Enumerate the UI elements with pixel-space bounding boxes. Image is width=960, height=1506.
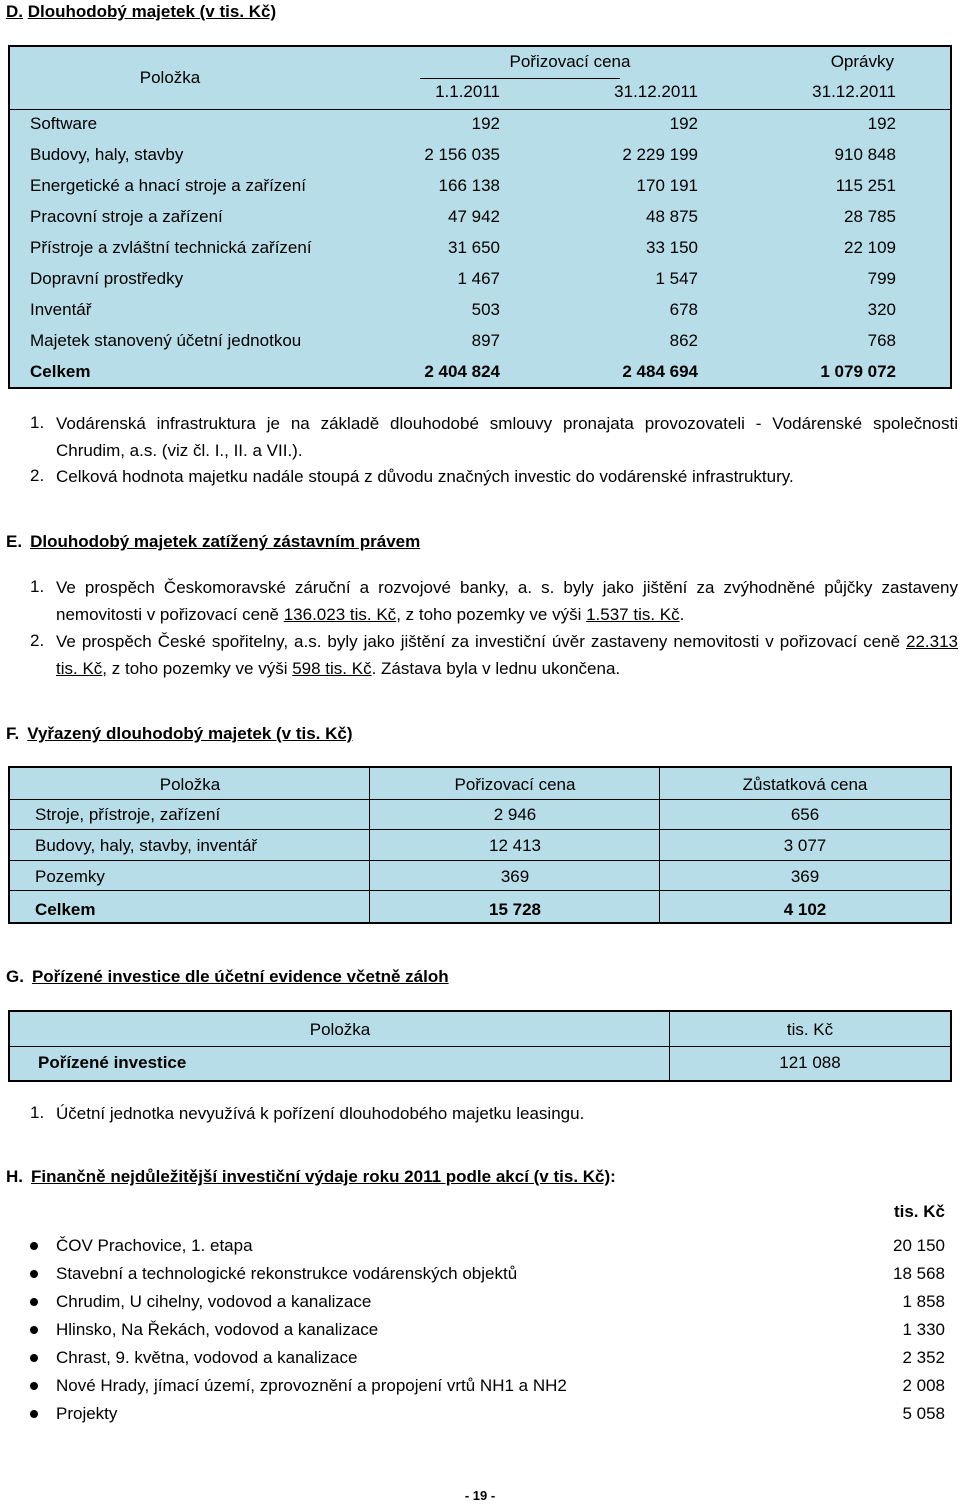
section-f-title: Vyřazený dlouhodobý majetek (v tis. Kč) bbox=[27, 724, 353, 743]
value-acq-2011-12: 33 150 bbox=[646, 238, 698, 257]
col-header-date-2: 31.12.2011 bbox=[614, 82, 698, 101]
bullet-icon bbox=[30, 1298, 38, 1306]
f-total-label: Celkem bbox=[35, 900, 96, 919]
value-depreciation: 320 bbox=[867, 300, 896, 319]
row-label: Přístroje a zvláštní technická zařízení bbox=[30, 238, 312, 257]
section-d-letter: D. bbox=[6, 2, 23, 21]
value-depreciation: 1 079 072 bbox=[820, 362, 896, 381]
row-label: Majetek stanovený účetní jednotkou bbox=[30, 331, 302, 350]
f-row-label: Pozemky bbox=[35, 867, 105, 886]
e-item-1-text: Ve prospěch Českomoravské záruční a rozvojové banky, a. s. byly jako jištění za zvýhodněné půjčky zastaveny nemovitosti v pořizovací ceně 136.023 tis. Kč, z toho pozemky ve výši 1.537 tis. Kč. bbox=[56, 578, 958, 624]
section-e-title: Dlouhodobý majetek zatížený zástavním právem bbox=[30, 532, 421, 551]
h-item-value: 2 352 bbox=[902, 1348, 945, 1367]
value-acq-2011-12: 192 bbox=[669, 114, 698, 133]
e-item-1-amount: 136.023 tis. Kč bbox=[283, 605, 397, 624]
row-label: Inventář bbox=[30, 300, 92, 319]
e-item-2-num: 2. bbox=[30, 631, 45, 650]
h-item-label: Hlinsko, Na Řekách, vodovod a kanalizace bbox=[56, 1320, 379, 1339]
bullet-icon bbox=[30, 1410, 38, 1418]
value-depreciation: 910 848 bbox=[834, 145, 896, 164]
value-acq-2011-01: 503 bbox=[471, 300, 500, 319]
f-col-header-item: Položka bbox=[159, 775, 221, 794]
row-label: Energetické a hnací stroje a zařízení bbox=[30, 176, 306, 195]
h-item-label: Nové Hrady, jímací území, zprovoznění a propojení vrtů NH1 a NH2 bbox=[56, 1376, 567, 1395]
d-note-1-num: 1. bbox=[30, 413, 45, 432]
section-e-heading bbox=[6, 532, 420, 552]
value-depreciation: 799 bbox=[867, 269, 896, 288]
value-acq-2011-12: 2 229 199 bbox=[622, 145, 698, 164]
page-number: - 19 - bbox=[464, 1488, 496, 1503]
e-item-1-num: 1. bbox=[30, 577, 45, 596]
row-label: Budovy, haly, stavby bbox=[30, 145, 184, 164]
value-acq-2011-01: 2 404 824 bbox=[424, 362, 500, 381]
section-d-title: Dlouhodobý majetek (v tis. Kč) bbox=[27, 2, 277, 21]
d-note-1-text: Vodárenská infrastruktura je na základě dlouhodobé smlouvy pronajata provozovateli - Vodárenské společnosti Chrudim, a.s. (viz čl. I., II. a VII.). bbox=[56, 414, 958, 460]
bullet-icon bbox=[30, 1270, 38, 1278]
f-value-acq: 12 413 bbox=[489, 836, 541, 855]
e-item-2-land: 598 tis. Kč bbox=[292, 659, 372, 678]
f-value-residual: 4 102 bbox=[783, 900, 827, 919]
value-acq-2011-12: 2 484 694 bbox=[622, 362, 698, 381]
header-underline-acq bbox=[420, 78, 620, 79]
h-item-label: Projekty bbox=[56, 1404, 118, 1423]
section-g-title: Pořízené investice dle účetní evidence včetně záloh bbox=[31, 967, 449, 986]
value-acq-2011-01: 1 467 bbox=[457, 269, 500, 288]
bullet-icon bbox=[30, 1354, 38, 1362]
value-acq-2011-12: 1 547 bbox=[655, 269, 698, 288]
h-item-value: 20 150 bbox=[893, 1236, 945, 1255]
bullet-icon bbox=[30, 1326, 38, 1334]
retired-assets-table bbox=[8, 766, 952, 924]
f-value-residual: 656 bbox=[790, 805, 820, 824]
section-h-title-suffix: : bbox=[610, 1167, 616, 1186]
h-item-value: 1 858 bbox=[902, 1292, 945, 1311]
total-label: Celkem bbox=[30, 362, 91, 381]
f-col-header-acq: Pořizovací cena bbox=[454, 775, 576, 794]
h-item-value: 5 058 bbox=[902, 1404, 945, 1423]
g-note-text: Účetní jednotka nevyužívá k pořízení dlouhodobého majetku leasingu. bbox=[56, 1104, 585, 1123]
value-acq-2011-01: 47 942 bbox=[448, 207, 500, 226]
col-header-date-3: 31.12.2011 bbox=[812, 82, 896, 101]
d-note-2-text: Celková hodnota majetku nadále stoupá z důvodu značných investic do vodárenské infrastruktury. bbox=[56, 467, 794, 486]
h-item-label: Stavební a technologické rekonstrukce vodárenských objektů bbox=[56, 1264, 518, 1283]
col-header-item: Položka bbox=[139, 68, 201, 87]
value-acq-2011-12: 170 191 bbox=[636, 176, 698, 195]
section-f-heading bbox=[6, 724, 353, 744]
f-value-acq: 2 946 bbox=[493, 805, 537, 824]
value-acq-2011-01: 2 156 035 bbox=[424, 145, 500, 164]
investments-table bbox=[8, 1010, 952, 1082]
h-item-value: 18 568 bbox=[893, 1264, 945, 1283]
h-item-value: 1 330 bbox=[902, 1320, 945, 1339]
section-h-heading bbox=[6, 1167, 616, 1187]
value-depreciation: 115 251 bbox=[835, 176, 896, 195]
h-item-label: Chrudim, U cihelny, vodovod a kanalizace bbox=[56, 1292, 372, 1311]
f-row-label: Stroje, přístroje, zařízení bbox=[35, 805, 221, 824]
value-acq-2011-12: 48 875 bbox=[646, 207, 698, 226]
g-row-label: Pořízené investice bbox=[38, 1053, 187, 1072]
g-col-header-item: Položka bbox=[309, 1020, 371, 1039]
e-item-2-text: Ve prospěch České spořitelny, a.s. byly jako jištění za investiční úvěr zastaveny nemovitosti v pořizovací ceně 22.313 tis. Kč, z toho pozemky ve výši 598 tis. Kč. Zástava byla v lednu ukončena. bbox=[56, 632, 958, 678]
value-acq-2011-01: 192 bbox=[471, 114, 500, 133]
header-separator bbox=[10, 109, 950, 110]
value-acq-2011-01: 897 bbox=[471, 331, 500, 350]
col-header-depreciation: Oprávky bbox=[830, 52, 894, 71]
section-h-letter: H. bbox=[6, 1167, 23, 1186]
row-label: Pracovní stroje a zařízení bbox=[30, 207, 223, 226]
g-note-num: 1. bbox=[30, 1103, 45, 1122]
f-value-residual: 3 077 bbox=[783, 836, 827, 855]
fixed-assets-table bbox=[8, 45, 952, 389]
d-note-2-num: 2. bbox=[30, 466, 45, 485]
value-acq-2011-12: 678 bbox=[669, 300, 698, 319]
h-item-label: Chrast, 9. května, vodovod a kanalizace bbox=[56, 1348, 358, 1367]
value-acq-2011-12: 862 bbox=[669, 331, 698, 350]
h-item-value: 2 008 bbox=[902, 1376, 945, 1395]
bullet-icon bbox=[30, 1242, 38, 1250]
value-depreciation: 28 785 bbox=[844, 207, 896, 226]
row-label: Dopravní prostředky bbox=[30, 269, 184, 288]
value-depreciation: 768 bbox=[867, 331, 896, 350]
value-acq-2011-01: 166 138 bbox=[438, 176, 500, 195]
section-g-letter: G. bbox=[6, 967, 24, 986]
section-e-letter: E. bbox=[6, 532, 23, 551]
e-item-1-land: 1.537 tis. Kč bbox=[586, 605, 680, 624]
g-col-header-amount: tis. Kč bbox=[786, 1020, 834, 1039]
col-header-date-1: 1.1.2011 bbox=[435, 82, 500, 101]
row-label: Software bbox=[30, 114, 98, 133]
section-g-heading bbox=[6, 967, 449, 987]
value-depreciation: 192 bbox=[867, 114, 896, 133]
value-acq-2011-01: 31 650 bbox=[448, 238, 500, 257]
f-value-acq: 369 bbox=[500, 867, 530, 886]
h-item-label: ČOV Prachovice, 1. etapa bbox=[56, 1236, 253, 1255]
f-value-residual: 369 bbox=[790, 867, 820, 886]
h-unit-label: tis. Kč bbox=[893, 1202, 945, 1221]
f-col-header-residual: Zůstatková cena bbox=[742, 775, 868, 794]
f-row-label: Budovy, haly, stavby, inventář bbox=[35, 836, 258, 855]
f-value-acq: 15 728 bbox=[489, 900, 541, 919]
section-h-title: Finančně nejdůležitější investiční výdaje roku 2011 podle akcí (v tis. Kč) bbox=[31, 1167, 611, 1186]
bullet-icon bbox=[30, 1382, 38, 1390]
section-d-heading bbox=[6, 2, 276, 22]
g-row-value: 121 088 bbox=[779, 1053, 841, 1072]
col-header-acq-cost: Pořizovací cena bbox=[509, 52, 631, 71]
section-f-letter: F. bbox=[6, 724, 20, 743]
e-item-2-amount: 22.313 tis. Kč bbox=[56, 632, 958, 678]
value-depreciation: 22 109 bbox=[844, 238, 896, 257]
